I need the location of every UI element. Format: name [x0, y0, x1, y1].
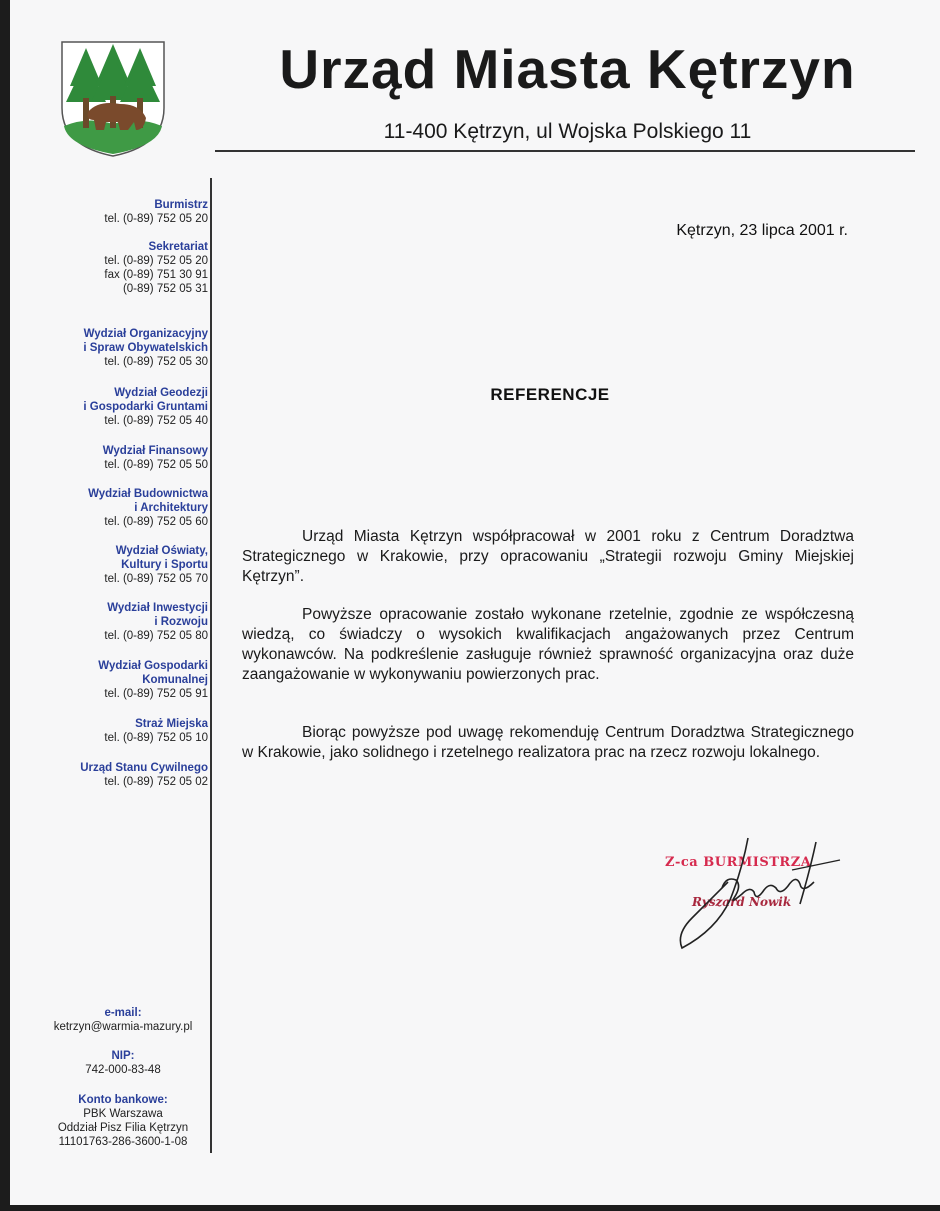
contact-wydzial-budownictwa: Wydział Budownictwa i Architektury tel. (0-89) 752 05 60 [88, 488, 208, 528]
letter-page [10, 0, 940, 1205]
contact-wydzial-geodezji: Wydział Geodezji i Gospodarki Gruntami tel. (0-89) 752 05 40 [83, 387, 208, 427]
contact-wydzial-gospodarki-komunalnej: Wydział Gospodarki Komunalnej tel. (0-89) 752 05 91 [98, 660, 208, 700]
stamp-role: Z-ca BURMISTRZA [665, 855, 812, 870]
contact-straz-miejska: Straż Miejska tel. (0-89) 752 05 10 [104, 718, 208, 744]
letter-date: Kętrzyn, 23 lipca 2001 r. [676, 222, 848, 239]
letter-paragraph: Biorąc powyższe pod uwagę rekomenduję Centrum Doradztwa Strategicznego w Krakowie, jako solidnego i rzetelnego realizatora prac na rzecz rozwoju lokalnego. [242, 724, 854, 761]
email-link[interactable]: ketrzyn@warmia-mazury.pl [53, 1021, 193, 1033]
letter-title: REFERENCJE [490, 385, 610, 404]
contact-sekretariat: Sekretariat tel. (0-89) 752 05 20 fax (0-89) 751 30 91 (0-89) 752 05 31 [104, 241, 208, 295]
header-divider [215, 150, 915, 152]
coat-of-arms-icon [58, 38, 168, 158]
contact-wydzial-finansowy: Wydział Finansowy tel. (0-89) 752 05 50 [102, 445, 208, 471]
contact-burmistrz: Burmistrz tel. (0-89) 752 05 20 [104, 199, 208, 225]
contact-email: e-mail: ketrzyn@warmia-mazury.pl [38, 1006, 208, 1034]
organization-address: 11-400 Kętrzyn, ul Wojska Polskiego 11 [383, 120, 752, 143]
organization-title: Urząd Miasta Kętrzyn [279, 38, 856, 100]
handwritten-signature [650, 830, 860, 960]
contact-wydzial-organizacyjny: Wydział Organizacyjny i Spraw Obywatelskich tel. (0-89) 752 05 30 [83, 328, 208, 368]
contact-wydzial-oswiaty: Wydział Oświaty, Kultury i Sportu tel. (0-89) 752 05 70 [104, 545, 208, 585]
letter-paragraph: Powyższe opracowanie zostało wykonane rzetelnie, zgodnie ze współczesną wiedzą, co świadczy o wysokich kwalifikacjach angażowanych przez Centrum wykonawców. Na podkreślenie zasługuje również sprawność organizacyjna oraz duże zaangażowanie w wykonywaniu powierzonych prac. [242, 606, 854, 683]
sidebar-divider [210, 178, 212, 1153]
contact-wydzial-inwestycji: Wydział Inwestycji i Rozwoju tel. (0-89) 752 05 80 [104, 602, 208, 642]
contact-nip: NIP: 742-000-83-48 [85, 1050, 161, 1076]
contact-bank-account: Konto bankowe: PBK Warszawa Oddział Pisz Filia Kętrzyn 11101763-286-3600-1-08 [57, 1094, 189, 1148]
letter-paragraph: Urząd Miasta Kętrzyn współpracował w 2001 roku z Centrum Doradztwa Strategicznego w Krakowie, przy opracowaniu „Strategii rozwoju Gminy Miejskiej Kętrzyn”. [242, 528, 854, 585]
stamp-name: Ryszard Nowik [692, 895, 792, 909]
contact-urzad-stanu-cywilnego: Urząd Stanu Cywilnego tel. (0-89) 752 05 02 [80, 762, 208, 788]
